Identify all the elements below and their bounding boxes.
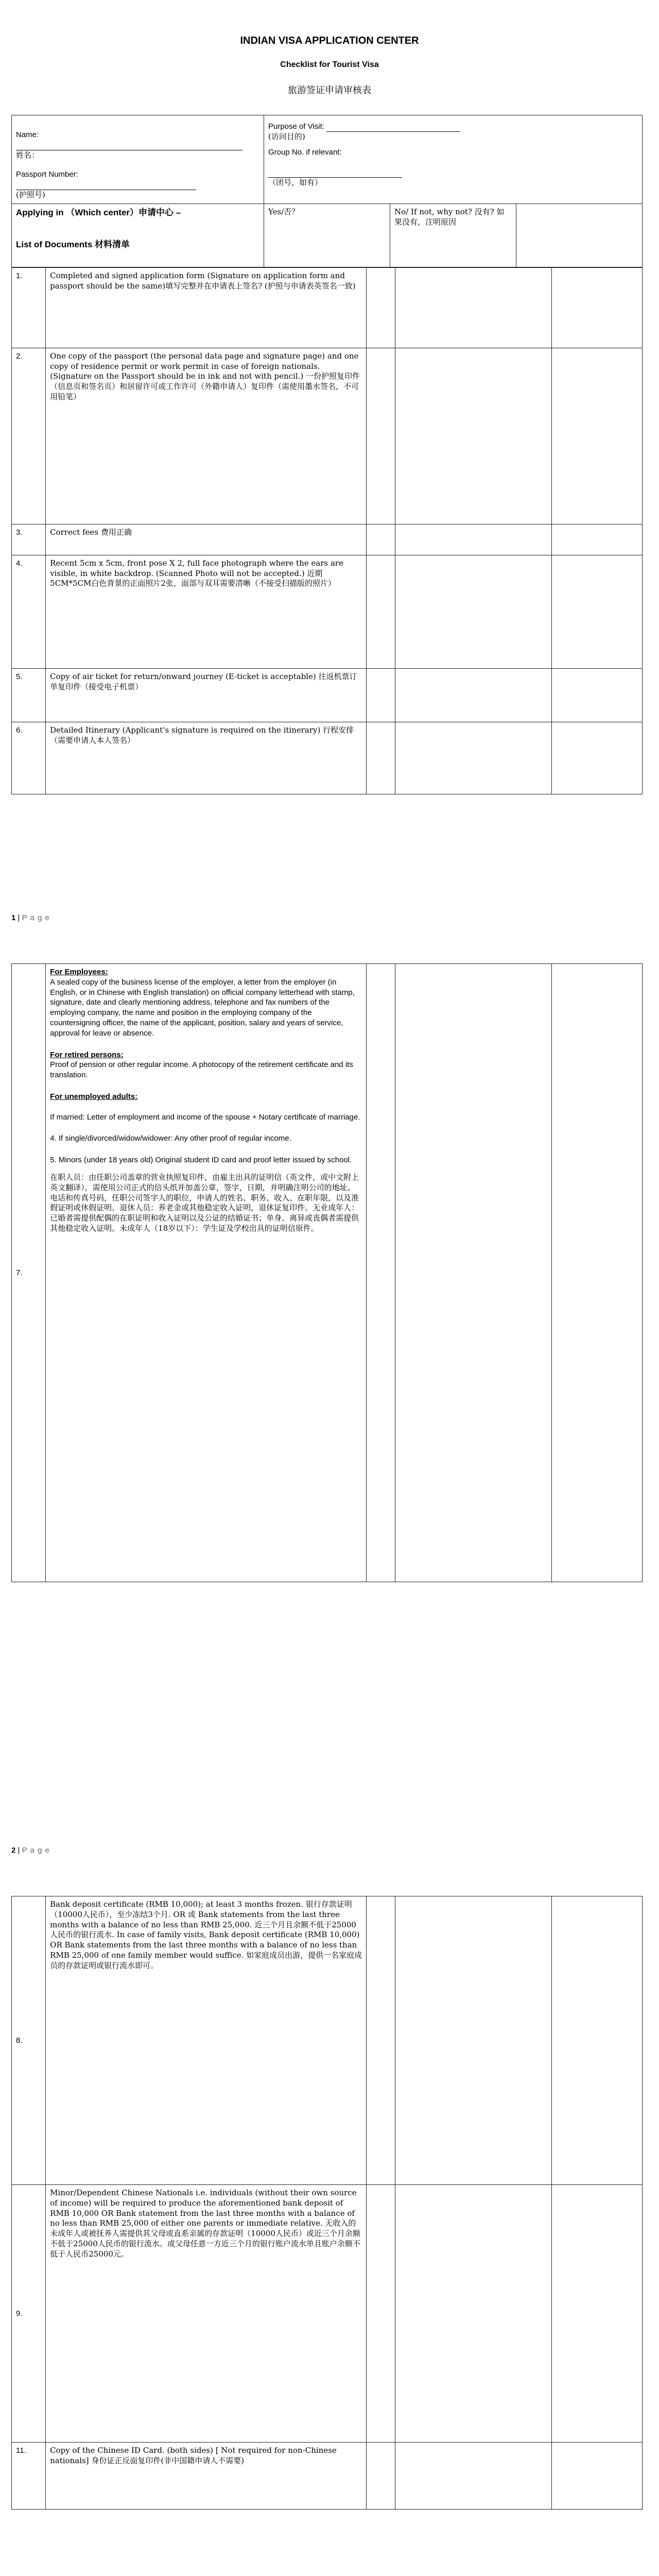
row-number: 7. — [12, 964, 46, 1582]
page-3 — [0, 1865, 659, 2576]
minors-text: 5. Minors (under 18 years old) Original student ID card and proof letter issued by school. — [50, 1156, 352, 1165]
table-row — [12, 722, 643, 794]
purpose-label-cn: (访问目的) — [268, 131, 305, 141]
passport-label-cn: (护照号) — [16, 190, 45, 199]
page-2 — [0, 933, 659, 1865]
row-text: Detailed Itinerary (Applicant's signature is required on the itinerary) 行程安排（需要申请人本人签名） — [46, 722, 367, 794]
page-label: P a g e — [22, 913, 50, 922]
row-number: 11. — [12, 2443, 46, 2510]
row-number: 8. — [12, 1896, 46, 2185]
yes-cell[interactable] — [367, 555, 395, 668]
yes-cell[interactable] — [367, 964, 395, 1582]
row-number: 2. — [12, 348, 46, 524]
page-label: P a g e — [22, 1846, 50, 1855]
requirements-cn: 在职人员：由任职公司盖章的营业执照复印件，由雇主出具的证明信（英文件，或中文附上英文翻译），需使用公司正式的信头纸并加盖公章，签字，日期，并明确注明公司的地址、电话和传真号码，任职公司签字人的职位，申请人的姓名、职务、收入、在职年限，以及准假证明或休假证明。退休人员：养老金或其他稳定收入证明，退休证复印件。无业成年人：已婚者需提供配偶的在职证明和收入证明以及公证的结婚证书；单身、离异或丧偶者需提供其他稳定收入证明。未成年人（18岁以下）：学生证及学校出具的证明信原件。 — [50, 1172, 359, 1233]
page-subtitle-cn: 旅游签证申请审核表 — [288, 85, 371, 96]
purpose-field[interactable] — [326, 131, 460, 132]
no-head: No/ If not, why not? 没有? 如果没有，注明原因 — [390, 204, 516, 267]
page-footer: 1 | P a g e — [11, 913, 50, 922]
office-cell[interactable] — [551, 964, 642, 1582]
no-cell[interactable] — [395, 524, 551, 555]
table-row — [12, 964, 643, 1582]
row-number: 3. — [12, 524, 46, 555]
single-text: 4. If single/divorced/widow/widower: Any other proof of regular income. — [50, 1134, 291, 1143]
employees-heading: For Employees: — [50, 968, 108, 976]
row-text: Correct fees 费用正确 — [46, 524, 367, 555]
unemployed-text: If married: Letter of employment and income of the spouse + Notary certificate of marriage. — [50, 1112, 360, 1122]
retired-text: Proof of pension or other regular income. A photocopy of the retirement certificate and its translation. — [50, 1060, 353, 1080]
row-number: 6. — [12, 722, 46, 794]
table-row — [12, 2443, 643, 2510]
table-row — [12, 2185, 643, 2443]
row-number: 9. — [12, 2185, 46, 2443]
no-cell[interactable] — [395, 555, 551, 668]
group-label-cn: （团号，如有） — [268, 178, 323, 188]
yes-cell[interactable] — [367, 2185, 395, 2443]
yes-cell[interactable] — [367, 348, 395, 524]
retired-heading: For retired persons: — [50, 1050, 124, 1059]
yes-cell[interactable] — [367, 524, 395, 555]
no-cell[interactable] — [395, 1896, 551, 2185]
page-title: INDIAN VISA APPLICATION CENTER — [240, 35, 419, 46]
passport-label: Passport Number: — [16, 170, 78, 179]
no-cell[interactable] — [395, 964, 551, 1582]
name-label: Name: — [16, 130, 39, 139]
name-label-cn: 姓名： — [16, 150, 40, 160]
office-cell[interactable] — [551, 1896, 642, 2185]
office-cell[interactable] — [551, 348, 642, 524]
office-cell[interactable] — [551, 2443, 642, 2510]
row-text: Copy of the Chinese ID Card. (both sides) [ Not required for non-Chinese nationals] 身份证正反面复印件(非中国籍申请人不需要) — [46, 2443, 367, 2510]
page-subtitle: Checklist for Tourist Visa — [280, 60, 379, 69]
office-cell[interactable] — [551, 555, 642, 668]
office-cell[interactable] — [551, 668, 642, 722]
list-title: List of Documents 材料清单 — [16, 240, 130, 250]
page-1 — [0, 0, 659, 933]
office-cell[interactable] — [551, 524, 642, 555]
table-row — [12, 555, 643, 668]
no-cell[interactable] — [395, 267, 551, 348]
row-text: Copy of air ticket for return/onward journey (E-ticket is acceptable) 往返机票订单复印件（接受电子机票） — [46, 668, 367, 722]
yes-cell[interactable] — [367, 668, 395, 722]
page-number: 1 — [11, 913, 16, 922]
unemployed-heading: For unemployed adults: — [50, 1092, 138, 1101]
table-row — [12, 348, 643, 524]
employees-text: A sealed copy of the business license of the employer, a letter from the employer (in English, or in Chinese with English translation) on official company letterhead with stamp, signature, date and clearly mentioning address, telephone and fax numbers of the employing company, the name and position in the employing company of the countersigning officer, the name of the applicant, position, salary and years of service, approval for leave or absence. — [50, 977, 355, 1038]
row-text: Completed and signed application form (Signature on application form and passport should be the same)填写完整并在申请表上签名? (护照与申请表英签名一致) — [46, 267, 367, 348]
table-row — [12, 267, 643, 348]
row-number: 5. — [12, 668, 46, 722]
applicant-info-left — [12, 115, 264, 204]
yes-cell[interactable] — [367, 1896, 395, 2185]
list-head — [12, 204, 264, 267]
checklist-table-p3 — [11, 1896, 643, 2510]
row-content — [46, 964, 367, 1582]
row-text: Minor/Dependent Chinese Nationals i.e. individuals (without their own source of income) will be required to produce the aforementioned bank deposit of RMB 10,000 OR Bank statement from the last three months with a balance of no less than RMB 25,000 of either one parents or immediate relative. 无收入的未成年人或被抚养人需提供其父母或直系亲属的存款证明（10000人民币）或近三个月余额不低于25000人民币的银行流水。或父母任意一方近三个月的银行账户流水单且账户余额不低于人民币25000元。 — [46, 2185, 367, 2443]
office-cell[interactable] — [551, 722, 642, 794]
table-row — [12, 1896, 643, 2185]
applicant-info-table — [11, 115, 643, 267]
no-cell[interactable] — [395, 668, 551, 722]
row-text: Recent 5cm x 5cm, front pose X 2, full face photograph where the ears are visible, in white backdrop. (Scanned Photo will not be accepted.) 近期5CM*5CM白色背景的正面照片2张，面部与双耳需要清晰（不接受扫描版的照片） — [46, 555, 367, 668]
page-number: 2 — [11, 1846, 16, 1855]
no-cell[interactable] — [395, 2185, 551, 2443]
row-text: Bank deposit certificate (RMB 10,000); at least 3 months frozen. 银行存款证明（10000人民币），至少冻结3个月. OR 或 Bank statements from the last three months with a balance of no less than RMB 25,000. 近三个月且余额不低于25000人民币的银行流水. In case of family visits, Bank deposit certificate (RMB 10,000) OR Bank statements from the last three months with a balance of no less than RMB 25,000 of one family member would suffice. 如家庭成员出游，提供一名家庭成员的存款证明或银行流水即可。 — [46, 1896, 367, 2185]
office-cell[interactable] — [551, 267, 642, 348]
yes-head: Yes/否？ — [264, 204, 390, 267]
applying-label: Applying in （Which center）申请中心 – — [16, 207, 181, 217]
office-head — [516, 204, 643, 267]
table-row — [12, 668, 643, 722]
yes-cell[interactable] — [367, 722, 395, 794]
no-cell[interactable] — [395, 348, 551, 524]
group-label: Group No. if relevant: — [268, 147, 342, 157]
no-cell[interactable] — [395, 2443, 551, 2510]
page-footer: 2 | P a g e — [11, 1846, 50, 1855]
no-cell[interactable] — [395, 722, 551, 794]
table-row — [12, 524, 643, 555]
yes-cell[interactable] — [367, 2443, 395, 2510]
row-number: 1. — [12, 267, 46, 348]
office-cell[interactable] — [551, 2185, 642, 2443]
row-number: 4. — [12, 555, 46, 668]
checklist-table-p1 — [11, 267, 643, 794]
purpose-label: Purpose of Visit: — [268, 122, 324, 131]
yes-cell[interactable] — [367, 267, 395, 348]
applicant-info-right — [264, 115, 643, 204]
checklist-table-p2 — [11, 963, 643, 1582]
row-text: One copy of the passport (the personal data page and signature page) and one copy of residence permit or work permit in case of foreign nationals. (Signature on the Passport should be in ink and not with pencil.) 一份护照复印件（信息页和签名页）和居留许可或工作许可（外籍申请人）复印件（需使用墨水签名，不可用铅笔） — [46, 348, 367, 524]
